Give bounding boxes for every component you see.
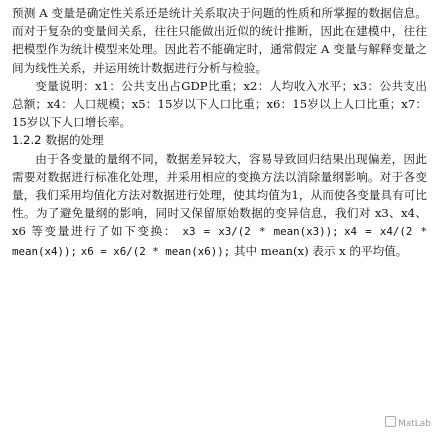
section-number: 1.2.2 [12, 133, 42, 148]
code-x6: x6 = x6/(2 * mean(x6)); [80, 244, 231, 258]
section-heading [12, 131, 427, 149]
code-x3: x3 = x3/(2 * mean(x3)); [182, 225, 339, 239]
section-title: 数据的处理 [45, 133, 104, 148]
variables-paragraph: 变量说明：x1：公共支出占GDP比重；x2：人均收入水平；x3：公共支出总额；x4：人口规模；x5：15岁以下人口比重；x6：15岁以上人口比重；x7：15岁以下人口增长率。 [12, 78, 427, 130]
watermark [385, 415, 431, 433]
processing-paragraph [12, 150, 427, 261]
wechat-logo-icon [385, 416, 396, 427]
processing-text-pre: 由于各变量的量纲不同，数据差异较大，容易导致回归结果出现偏差，因此需要对数据进行标准化处理，并采用相应的变换方法以消除量纲影响。对于各变量，我们采用均值化方法对数据进行处理，使其均值为1，从而使各变量具有可比性。为了避免量纲的影响，同时又保留原始数据的变异信息，我们对 x3、x4、x6 等变量进行了如下变换： [12, 151, 427, 239]
watermark-text: MatLab [397, 418, 431, 429]
intro-paragraph: 预测 A 变量是确定性关系还是统计关系取决于问题的性质和所掌握的数据信息。而对于复杂的变量间关系，往往只能做出近似的统计推断，因此在建模中，往往把模型作为统计模型来处理。因此若不能确定时，通常假定 A 变量与解释变量之间为线性关系，并运用统计数据进行分析与检验。 [12, 6, 427, 75]
code-x4: x4 = x4/(2 * mean(x4)); [12, 225, 427, 258]
processing-text-post: 其中 mean(x) 表示 x 的平均值。 [233, 243, 408, 258]
